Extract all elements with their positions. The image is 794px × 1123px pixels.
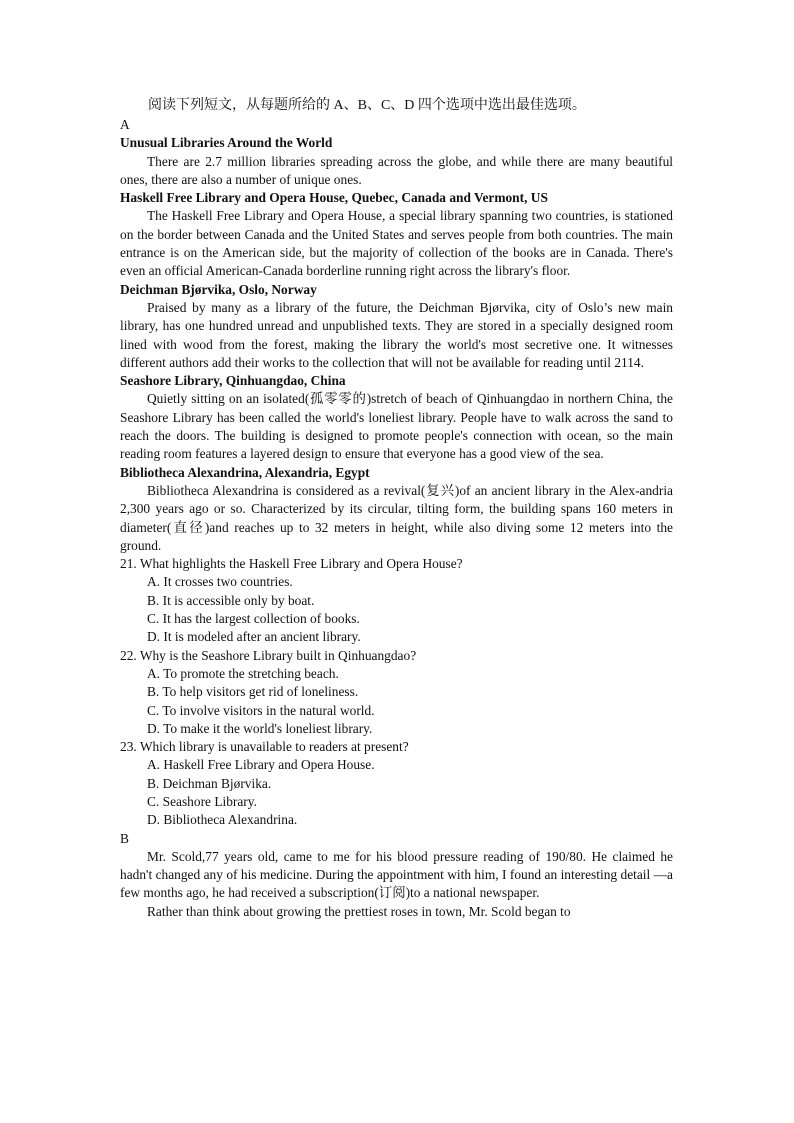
passage-a-lead: There are 2.7 million libraries spreading across the globe, and while there are many beautiful ones, there are also a number of unique ones.	[120, 153, 673, 187]
q22-option-a: A. To promote the stretching beach.	[147, 665, 339, 681]
section-heading-alexandrina: Bibliotheca Alexandrina, Alexandria, Egypt	[120, 464, 370, 480]
q21-option-b: B. It is accessible only by boat.	[147, 592, 315, 608]
section-text-haskell: The Haskell Free Library and Opera House, a special library spanning two countries, is stationed on the border between Canada and the United States and serves people from both countries. The main entrance is on the American side, but the majority of collection of the books are in Canada. There's even an official American-Canada borderline running right across the library's floor.	[120, 208, 673, 279]
q23-option-a: A. Haskell Free Library and Opera House.	[147, 757, 375, 773]
q23-option-d: D. Bibliotheca Alexandrina.	[147, 812, 298, 828]
passage-a-label: A	[120, 117, 130, 132]
passage-b-paragraph-1: Mr. Scold,77 years old, came to me for his blood pressure reading of 190/80. He claimed he hadn't changed any of his medicine. During the appointment with him, I found an interesting detail —a few months ago, he had received a subscription(订阅)to a national newspaper.	[120, 848, 673, 901]
section-heading-haskell: Haskell Free Library and Opera House, Quebec, Canada and Vermont, US	[120, 190, 548, 206]
question-22: 22. Why is the Seashore Library built in Qinhuangdao?	[120, 647, 417, 663]
section-heading-seashore: Seashore Library, Qinhuangdao, China	[120, 373, 346, 389]
section-text-seashore: Quietly sitting on an isolated(孤零零的)stretch of beach of Qinhuangdao in northern China, the Seashore Library has been called the world's loneliest library. People have to walk across the sand to reach the doors. The building is designed to promote people's connection with ocean, so the main reading room features a layered design to ensure that everyone has a good view of the sea.	[120, 391, 673, 462]
q21-option-c: C. It has the largest collection of books.	[147, 611, 360, 627]
instructions: 阅读下列短文，从每题所给的 A、B、C、D 四个选项中选出最佳选项。	[148, 98, 586, 113]
q22-option-d: D. To make it the world's loneliest library.	[147, 720, 373, 736]
q23-option-c: C. Seashore Library.	[147, 793, 257, 809]
q21-option-d: D. It is modeled after an ancient library.	[147, 629, 361, 645]
q22-option-c: C. To involve visitors in the natural world.	[147, 702, 375, 718]
section-text-deichman: Praised by many as a library of the future, the Deichman Bjørvika, city of Oslo’s new main library, has one hundred unread and unpublished texts. They are stored in a specially designed room lined with wood from the forest, making the library the world's most secretive one. It witnesses different authors add their works to the collection that will not be available for reading until 2114.	[120, 299, 673, 370]
section-heading-deichman: Deichman Bjørvika, Oslo, Norway	[120, 281, 317, 297]
section-text-alexandrina: Bibliotheca Alexandrina is considered as a revival(复兴)of an ancient library in the Alex-andria 2,300 years ago or so. Characterized by its circular, tilting form, the building spans 160 meters in diameter(直径)and reaches up to 32 meters in height, while also diving some 12 meters into the ground.	[120, 482, 673, 553]
passage-a-title: Unusual Libraries Around the World	[120, 135, 333, 151]
q23-option-b: B. Deichman Bjørvika.	[147, 775, 272, 791]
document-page	[120, 96, 673, 921]
passage-b-paragraph-2: Rather than think about growing the prettiest roses in town, Mr. Scold began to	[147, 903, 571, 919]
question-21: 21. What highlights the Haskell Free Library and Opera House?	[120, 556, 463, 572]
q21-option-a: A. It crosses two countries.	[147, 574, 293, 590]
question-23: 23. Which library is unavailable to readers at present?	[120, 739, 409, 755]
q22-option-b: B. To help visitors get rid of loneliness.	[147, 684, 359, 700]
passage-b-label: B	[120, 830, 129, 846]
